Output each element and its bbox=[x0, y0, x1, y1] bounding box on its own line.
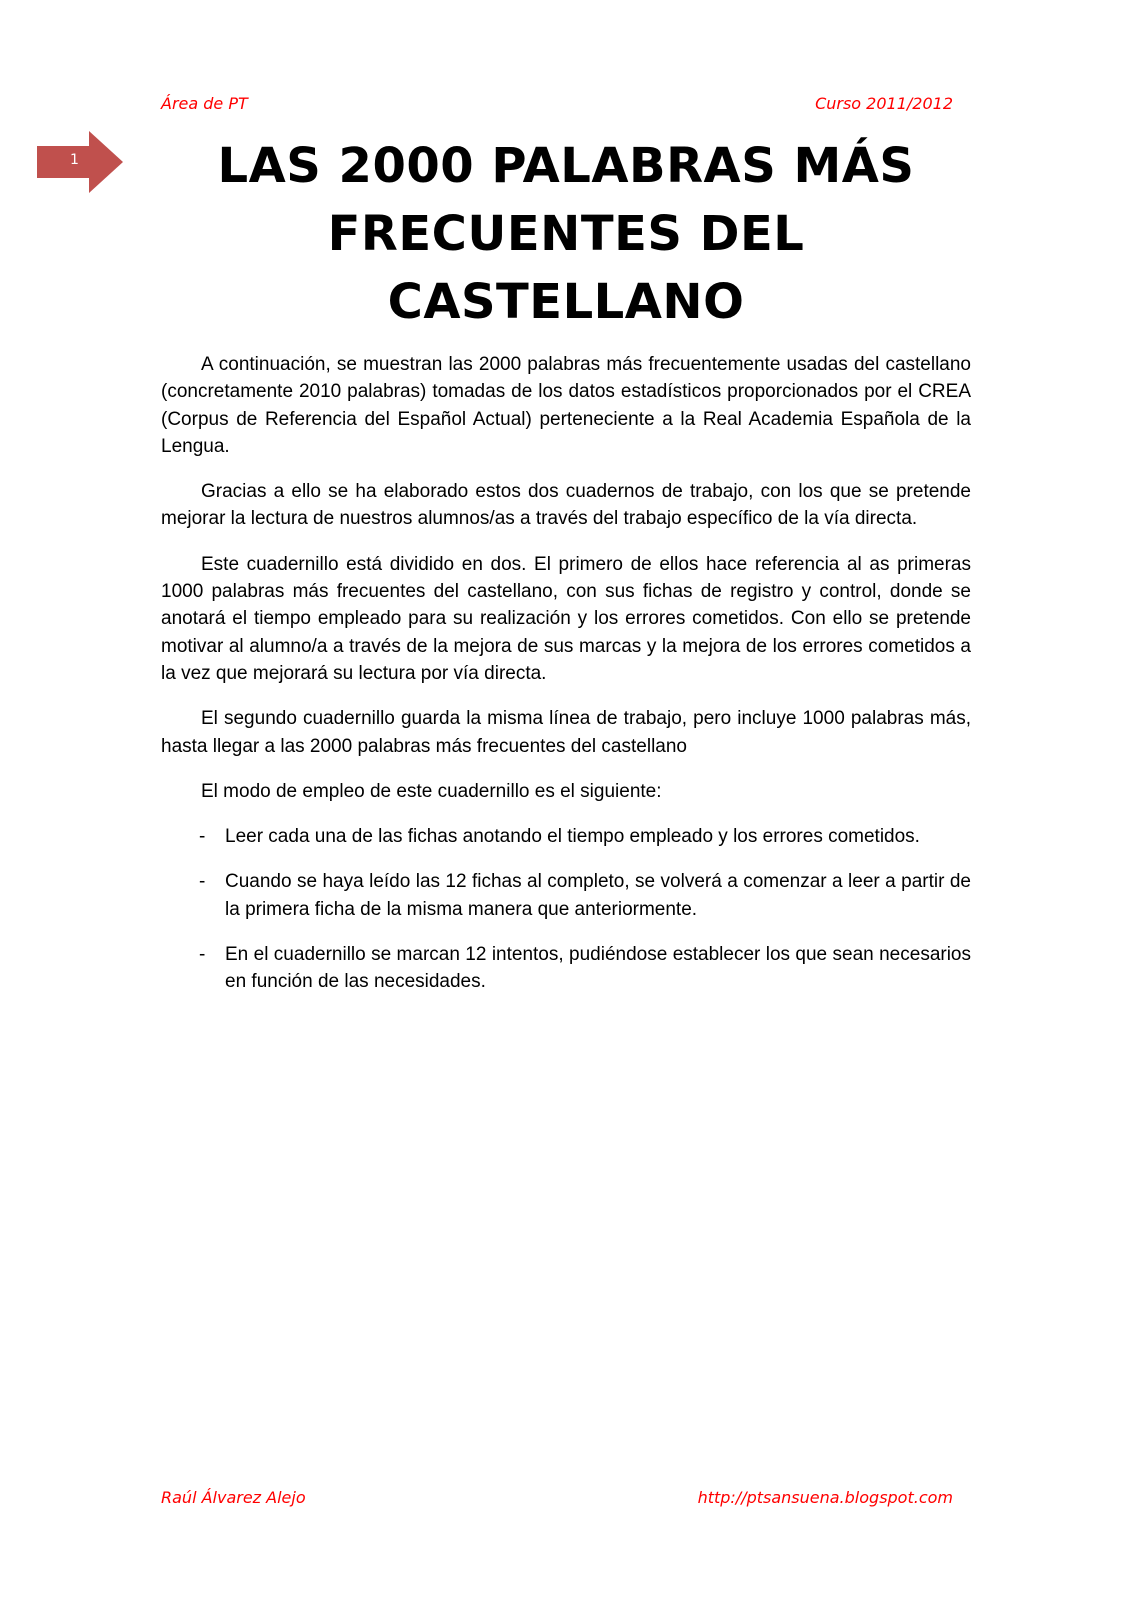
list-item bbox=[159, 823, 971, 850]
header-area: Área de PT bbox=[161, 94, 248, 113]
header-course: Curso 2011/2012 bbox=[815, 94, 953, 113]
document-body bbox=[161, 351, 971, 1014]
title-line-3: CASTELLANO bbox=[387, 274, 745, 330]
page-number: 1 bbox=[70, 152, 79, 168]
paragraph-first-booklet: Este cuadernillo está dividido en dos. El primero de ellos hace referencia al as primeras 1000 palabras más frecuentes del castellano, con sus fichas de registro y control, donde se anotará el tiempo empleado para su realización y los errores cometidos. Con ello se pretende motivar al alumno/a a través de la mejora de sus marcas y la mejora de los errores cometidos a la vez que mejorará su lectura por vía directa. bbox=[161, 553, 971, 684]
footer-author: Raúl Álvarez Alejo bbox=[161, 1488, 306, 1507]
bullet-dash: - bbox=[199, 944, 206, 966]
list-item-text: En el cuadernillo se marcan 12 intentos, pudiéndose establecer los que sean necesarios en función de las necesidades. bbox=[225, 944, 971, 993]
bullet-dash: - bbox=[199, 826, 206, 848]
bullet-dash: - bbox=[199, 871, 206, 893]
paragraph-purpose: Gracias a ello se ha elaborado estos dos cuadernos de trabajo, con los que se pretende mejorar la lectura de nuestros alumnos/as a través del trabajo específico de la vía directa. bbox=[161, 481, 971, 530]
usage-list bbox=[161, 823, 971, 995]
footer-blog-link[interactable]: http://ptsansuena.blogspot.com bbox=[697, 1488, 953, 1507]
list-item bbox=[159, 941, 971, 996]
paragraph-second-booklet: El segundo cuadernillo guarda la misma línea de trabajo, pero incluye 1000 palabras más, hasta llegar a las 2000 palabras más frecuentes del castellano bbox=[161, 708, 971, 757]
page-number-marker bbox=[37, 131, 125, 193]
list-item-text: Cuando se haya leído las 12 fichas al completo, se volverá a comenzar a leer a partir de la primera ficha de la misma manera que anteriormente. bbox=[225, 871, 971, 920]
paragraph-usage-intro: El modo de empleo de este cuadernillo es el siguiente: bbox=[201, 780, 662, 802]
title-line-2: FRECUENTES DEL bbox=[327, 206, 805, 262]
list-item bbox=[159, 868, 971, 923]
page-title bbox=[161, 132, 971, 336]
list-item-text: Leer cada una de las fichas anotando el tiempo empleado y los errores cometidos. bbox=[225, 826, 920, 848]
title-line-1: LAS 2000 PALABRAS MÁS bbox=[217, 138, 915, 194]
paragraph-intro: A continuación, se muestran las 2000 palabras más frecuentemente usadas del castellano (concretamente 2010 palabras) tomadas de los datos estadísticos proporcionados por el CREA (Corpus de Referencia del Español Actual) perteneciente a la Real Academia Española de la Lengua. bbox=[161, 354, 971, 457]
